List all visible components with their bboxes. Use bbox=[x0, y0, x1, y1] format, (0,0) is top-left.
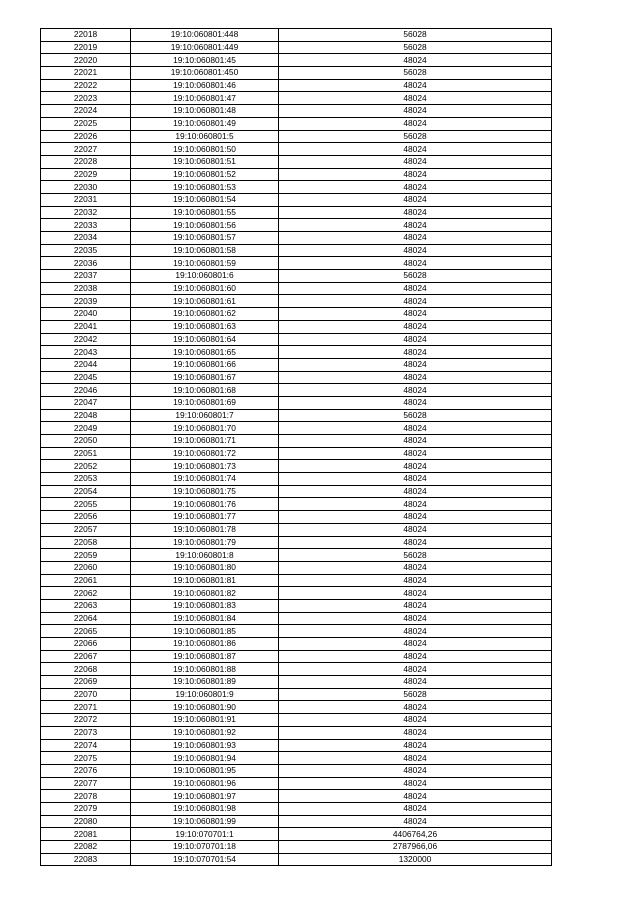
table-row bbox=[41, 561, 552, 574]
cadastral-number-cell: 19:10:070701:18 bbox=[131, 841, 279, 854]
row-number-cell: 22019 bbox=[41, 41, 131, 54]
cadastral-number-cell: 19:10:060801:65 bbox=[131, 346, 279, 359]
row-number-cell: 22073 bbox=[41, 726, 131, 739]
value-cell: 48024 bbox=[279, 155, 552, 168]
value-cell: 48024 bbox=[279, 435, 552, 448]
value-cell: 48024 bbox=[279, 485, 552, 498]
value-cell: 48024 bbox=[279, 663, 552, 676]
cadastral-number-cell: 19:10:070701:1 bbox=[131, 828, 279, 841]
value-cell: 48024 bbox=[279, 701, 552, 714]
table-row bbox=[41, 536, 552, 549]
row-number-cell: 22069 bbox=[41, 676, 131, 689]
cadastral-number-cell: 19:10:060801:66 bbox=[131, 358, 279, 371]
value-cell: 48024 bbox=[279, 333, 552, 346]
table-row bbox=[41, 726, 552, 739]
row-number-cell: 22082 bbox=[41, 841, 131, 854]
row-number-cell: 22056 bbox=[41, 511, 131, 524]
cadastral-number-cell: 19:10:060801:87 bbox=[131, 650, 279, 663]
value-cell: 56028 bbox=[279, 549, 552, 562]
table-row bbox=[41, 714, 552, 727]
cadastral-number-cell: 19:10:060801:97 bbox=[131, 790, 279, 803]
cadastral-number-cell: 19:10:060801:60 bbox=[131, 282, 279, 295]
value-cell: 48024 bbox=[279, 726, 552, 739]
document-page bbox=[40, 28, 551, 866]
table-row bbox=[41, 244, 552, 257]
cadastral-number-cell: 19:10:060801:46 bbox=[131, 79, 279, 92]
row-number-cell: 22032 bbox=[41, 206, 131, 219]
row-number-cell: 22080 bbox=[41, 815, 131, 828]
cadastral-number-cell: 19:10:060801:6 bbox=[131, 270, 279, 283]
table-row bbox=[41, 29, 552, 42]
row-number-cell: 22043 bbox=[41, 346, 131, 359]
cadastral-number-cell: 19:10:060801:91 bbox=[131, 714, 279, 727]
value-cell: 56028 bbox=[279, 67, 552, 80]
row-number-cell: 22059 bbox=[41, 549, 131, 562]
table-row bbox=[41, 435, 552, 448]
value-cell: 48024 bbox=[279, 181, 552, 194]
table-row bbox=[41, 511, 552, 524]
table-row bbox=[41, 498, 552, 511]
value-cell: 48024 bbox=[279, 574, 552, 587]
cadastral-number-cell: 19:10:060801:72 bbox=[131, 447, 279, 460]
table-row bbox=[41, 650, 552, 663]
table-row bbox=[41, 828, 552, 841]
cadastral-number-cell: 19:10:060801:89 bbox=[131, 676, 279, 689]
cadastral-number-cell: 19:10:060801:73 bbox=[131, 460, 279, 473]
row-number-cell: 22057 bbox=[41, 523, 131, 536]
row-number-cell: 22021 bbox=[41, 67, 131, 80]
cadastral-number-cell: 19:10:060801:68 bbox=[131, 384, 279, 397]
data-table bbox=[40, 28, 552, 866]
value-cell: 48024 bbox=[279, 587, 552, 600]
table-row bbox=[41, 676, 552, 689]
cadastral-number-cell: 19:10:060801:52 bbox=[131, 168, 279, 181]
row-number-cell: 22030 bbox=[41, 181, 131, 194]
value-cell: 48024 bbox=[279, 79, 552, 92]
cadastral-number-cell: 19:10:060801:55 bbox=[131, 206, 279, 219]
cadastral-number-cell: 19:10:060801:449 bbox=[131, 41, 279, 54]
table-row bbox=[41, 346, 552, 359]
row-number-cell: 22041 bbox=[41, 320, 131, 333]
value-cell: 48024 bbox=[279, 638, 552, 651]
table-row bbox=[41, 232, 552, 245]
row-number-cell: 22033 bbox=[41, 219, 131, 232]
value-cell: 48024 bbox=[279, 764, 552, 777]
table-row bbox=[41, 67, 552, 80]
cadastral-number-cell: 19:10:060801:49 bbox=[131, 117, 279, 130]
cadastral-number-cell: 19:10:060801:67 bbox=[131, 371, 279, 384]
table-row bbox=[41, 549, 552, 562]
cadastral-number-cell: 19:10:060801:86 bbox=[131, 638, 279, 651]
cadastral-number-cell: 19:10:060801:75 bbox=[131, 485, 279, 498]
cadastral-number-cell: 19:10:060801:92 bbox=[131, 726, 279, 739]
table-row bbox=[41, 841, 552, 854]
cadastral-number-cell: 19:10:060801:57 bbox=[131, 232, 279, 245]
row-number-cell: 22068 bbox=[41, 663, 131, 676]
table-row bbox=[41, 473, 552, 486]
table-row bbox=[41, 168, 552, 181]
value-cell: 48024 bbox=[279, 676, 552, 689]
table-row bbox=[41, 143, 552, 156]
table-row bbox=[41, 270, 552, 283]
value-cell: 1320000 bbox=[279, 853, 552, 866]
row-number-cell: 22044 bbox=[41, 358, 131, 371]
table-row bbox=[41, 853, 552, 866]
row-number-cell: 22047 bbox=[41, 396, 131, 409]
cadastral-number-cell: 19:10:060801:64 bbox=[131, 333, 279, 346]
row-number-cell: 22037 bbox=[41, 270, 131, 283]
value-cell: 48024 bbox=[279, 460, 552, 473]
value-cell: 56028 bbox=[279, 688, 552, 701]
value-cell: 48024 bbox=[279, 193, 552, 206]
row-number-cell: 22063 bbox=[41, 599, 131, 612]
value-cell: 48024 bbox=[279, 396, 552, 409]
value-cell: 48024 bbox=[279, 232, 552, 245]
cadastral-number-cell: 19:10:060801:53 bbox=[131, 181, 279, 194]
table-row bbox=[41, 54, 552, 67]
cadastral-number-cell: 19:10:060801:8 bbox=[131, 549, 279, 562]
cadastral-number-cell: 19:10:060801:58 bbox=[131, 244, 279, 257]
cadastral-number-cell: 19:10:060801:69 bbox=[131, 396, 279, 409]
cadastral-number-cell: 19:10:060801:95 bbox=[131, 764, 279, 777]
value-cell: 56028 bbox=[279, 409, 552, 422]
value-cell: 48024 bbox=[279, 143, 552, 156]
cadastral-number-cell: 19:10:060801:94 bbox=[131, 752, 279, 765]
cadastral-number-cell: 19:10:060801:45 bbox=[131, 54, 279, 67]
table-row bbox=[41, 308, 552, 321]
cadastral-number-cell: 19:10:060801:48 bbox=[131, 105, 279, 118]
cadastral-number-cell: 19:10:060801:62 bbox=[131, 308, 279, 321]
value-cell: 48024 bbox=[279, 257, 552, 270]
row-number-cell: 22062 bbox=[41, 587, 131, 600]
row-number-cell: 22045 bbox=[41, 371, 131, 384]
table-row bbox=[41, 371, 552, 384]
row-number-cell: 22055 bbox=[41, 498, 131, 511]
cadastral-number-cell: 19:10:060801:54 bbox=[131, 193, 279, 206]
value-cell: 48024 bbox=[279, 790, 552, 803]
cadastral-number-cell: 19:10:060801:51 bbox=[131, 155, 279, 168]
table-row bbox=[41, 130, 552, 143]
row-number-cell: 22049 bbox=[41, 422, 131, 435]
row-number-cell: 22064 bbox=[41, 612, 131, 625]
cadastral-number-cell: 19:10:060801:7 bbox=[131, 409, 279, 422]
cadastral-number-cell: 19:10:060801:98 bbox=[131, 802, 279, 815]
cadastral-number-cell: 19:10:060801:96 bbox=[131, 777, 279, 790]
cadastral-number-cell: 19:10:060801:81 bbox=[131, 574, 279, 587]
value-cell: 48024 bbox=[279, 384, 552, 397]
value-cell: 48024 bbox=[279, 511, 552, 524]
cadastral-number-cell: 19:10:060801:99 bbox=[131, 815, 279, 828]
value-cell: 48024 bbox=[279, 117, 552, 130]
table-row bbox=[41, 612, 552, 625]
table-row bbox=[41, 206, 552, 219]
value-cell: 48024 bbox=[279, 422, 552, 435]
table-body bbox=[41, 29, 552, 866]
value-cell: 48024 bbox=[279, 244, 552, 257]
table-row bbox=[41, 92, 552, 105]
row-number-cell: 22076 bbox=[41, 764, 131, 777]
cadastral-number-cell: 19:10:060801:90 bbox=[131, 701, 279, 714]
value-cell: 48024 bbox=[279, 168, 552, 181]
row-number-cell: 22053 bbox=[41, 473, 131, 486]
value-cell: 48024 bbox=[279, 650, 552, 663]
cadastral-number-cell: 19:10:060801:63 bbox=[131, 320, 279, 333]
row-number-cell: 22067 bbox=[41, 650, 131, 663]
table-row bbox=[41, 638, 552, 651]
row-number-cell: 22058 bbox=[41, 536, 131, 549]
value-cell: 56028 bbox=[279, 130, 552, 143]
cadastral-number-cell: 19:10:060801:71 bbox=[131, 435, 279, 448]
value-cell: 4406764,26 bbox=[279, 828, 552, 841]
cadastral-number-cell: 19:10:060801:83 bbox=[131, 599, 279, 612]
table-row bbox=[41, 117, 552, 130]
value-cell: 48024 bbox=[279, 498, 552, 511]
table-row bbox=[41, 422, 552, 435]
cadastral-number-cell: 19:10:060801:77 bbox=[131, 511, 279, 524]
value-cell: 48024 bbox=[279, 625, 552, 638]
row-number-cell: 22035 bbox=[41, 244, 131, 257]
row-number-cell: 22054 bbox=[41, 485, 131, 498]
row-number-cell: 22038 bbox=[41, 282, 131, 295]
table-row bbox=[41, 777, 552, 790]
row-number-cell: 22072 bbox=[41, 714, 131, 727]
table-row bbox=[41, 688, 552, 701]
value-cell: 48024 bbox=[279, 282, 552, 295]
row-number-cell: 22028 bbox=[41, 155, 131, 168]
table-row bbox=[41, 320, 552, 333]
table-row bbox=[41, 155, 552, 168]
cadastral-number-cell: 19:10:070701:54 bbox=[131, 853, 279, 866]
value-cell: 48024 bbox=[279, 714, 552, 727]
table-row bbox=[41, 384, 552, 397]
table-row bbox=[41, 790, 552, 803]
row-number-cell: 22070 bbox=[41, 688, 131, 701]
cadastral-number-cell: 19:10:060801:88 bbox=[131, 663, 279, 676]
row-number-cell: 22079 bbox=[41, 802, 131, 815]
value-cell: 48024 bbox=[279, 561, 552, 574]
cadastral-number-cell: 19:10:060801:78 bbox=[131, 523, 279, 536]
value-cell: 48024 bbox=[279, 802, 552, 815]
row-number-cell: 22060 bbox=[41, 561, 131, 574]
value-cell: 56028 bbox=[279, 270, 552, 283]
row-number-cell: 22066 bbox=[41, 638, 131, 651]
table-row bbox=[41, 257, 552, 270]
table-row bbox=[41, 485, 552, 498]
row-number-cell: 22050 bbox=[41, 435, 131, 448]
cadastral-number-cell: 19:10:060801:5 bbox=[131, 130, 279, 143]
value-cell: 48024 bbox=[279, 358, 552, 371]
cadastral-number-cell: 19:10:060801:450 bbox=[131, 67, 279, 80]
table-row bbox=[41, 739, 552, 752]
table-row bbox=[41, 625, 552, 638]
value-cell: 48024 bbox=[279, 739, 552, 752]
table-row bbox=[41, 295, 552, 308]
table-row bbox=[41, 333, 552, 346]
value-cell: 48024 bbox=[279, 105, 552, 118]
row-number-cell: 22020 bbox=[41, 54, 131, 67]
table-row bbox=[41, 41, 552, 54]
cadastral-number-cell: 19:10:060801:9 bbox=[131, 688, 279, 701]
cadastral-number-cell: 19:10:060801:74 bbox=[131, 473, 279, 486]
table-row bbox=[41, 358, 552, 371]
value-cell: 48024 bbox=[279, 92, 552, 105]
value-cell: 48024 bbox=[279, 815, 552, 828]
table-row bbox=[41, 815, 552, 828]
row-number-cell: 22025 bbox=[41, 117, 131, 130]
row-number-cell: 22081 bbox=[41, 828, 131, 841]
table-row bbox=[41, 219, 552, 232]
table-row bbox=[41, 802, 552, 815]
table-row bbox=[41, 447, 552, 460]
value-cell: 56028 bbox=[279, 41, 552, 54]
value-cell: 48024 bbox=[279, 473, 552, 486]
row-number-cell: 22078 bbox=[41, 790, 131, 803]
table-row bbox=[41, 396, 552, 409]
table-row bbox=[41, 574, 552, 587]
table-row bbox=[41, 752, 552, 765]
cadastral-number-cell: 19:10:060801:82 bbox=[131, 587, 279, 600]
cadastral-number-cell: 19:10:060801:56 bbox=[131, 219, 279, 232]
value-cell: 48024 bbox=[279, 777, 552, 790]
value-cell: 48024 bbox=[279, 308, 552, 321]
value-cell: 48024 bbox=[279, 447, 552, 460]
row-number-cell: 22026 bbox=[41, 130, 131, 143]
table-row bbox=[41, 282, 552, 295]
table-row bbox=[41, 460, 552, 473]
cadastral-number-cell: 19:10:060801:93 bbox=[131, 739, 279, 752]
row-number-cell: 22042 bbox=[41, 333, 131, 346]
table-row bbox=[41, 587, 552, 600]
row-number-cell: 22018 bbox=[41, 29, 131, 42]
row-number-cell: 22046 bbox=[41, 384, 131, 397]
cadastral-number-cell: 19:10:060801:448 bbox=[131, 29, 279, 42]
value-cell: 48024 bbox=[279, 206, 552, 219]
cadastral-number-cell: 19:10:060801:79 bbox=[131, 536, 279, 549]
cadastral-number-cell: 19:10:060801:50 bbox=[131, 143, 279, 156]
cadastral-number-cell: 19:10:060801:70 bbox=[131, 422, 279, 435]
table-row bbox=[41, 193, 552, 206]
row-number-cell: 22065 bbox=[41, 625, 131, 638]
table-row bbox=[41, 181, 552, 194]
value-cell: 48024 bbox=[279, 371, 552, 384]
value-cell: 48024 bbox=[279, 612, 552, 625]
table-row bbox=[41, 663, 552, 676]
row-number-cell: 22048 bbox=[41, 409, 131, 422]
value-cell: 48024 bbox=[279, 346, 552, 359]
table-row bbox=[41, 599, 552, 612]
row-number-cell: 22023 bbox=[41, 92, 131, 105]
table-row bbox=[41, 79, 552, 92]
cadastral-number-cell: 19:10:060801:61 bbox=[131, 295, 279, 308]
value-cell: 48024 bbox=[279, 295, 552, 308]
value-cell: 48024 bbox=[279, 523, 552, 536]
row-number-cell: 22029 bbox=[41, 168, 131, 181]
cadastral-number-cell: 19:10:060801:84 bbox=[131, 612, 279, 625]
value-cell: 48024 bbox=[279, 599, 552, 612]
value-cell: 48024 bbox=[279, 320, 552, 333]
table-row bbox=[41, 105, 552, 118]
cadastral-number-cell: 19:10:060801:76 bbox=[131, 498, 279, 511]
value-cell: 48024 bbox=[279, 219, 552, 232]
table-row bbox=[41, 409, 552, 422]
table-row bbox=[41, 523, 552, 536]
row-number-cell: 22052 bbox=[41, 460, 131, 473]
cadastral-number-cell: 19:10:060801:85 bbox=[131, 625, 279, 638]
row-number-cell: 22027 bbox=[41, 143, 131, 156]
value-cell: 2787966,06 bbox=[279, 841, 552, 854]
cadastral-number-cell: 19:10:060801:80 bbox=[131, 561, 279, 574]
row-number-cell: 22075 bbox=[41, 752, 131, 765]
cadastral-number-cell: 19:10:060801:47 bbox=[131, 92, 279, 105]
row-number-cell: 22077 bbox=[41, 777, 131, 790]
cadastral-number-cell: 19:10:060801:59 bbox=[131, 257, 279, 270]
row-number-cell: 22039 bbox=[41, 295, 131, 308]
row-number-cell: 22034 bbox=[41, 232, 131, 245]
row-number-cell: 22051 bbox=[41, 447, 131, 460]
row-number-cell: 22024 bbox=[41, 105, 131, 118]
row-number-cell: 22071 bbox=[41, 701, 131, 714]
value-cell: 48024 bbox=[279, 536, 552, 549]
table-row bbox=[41, 701, 552, 714]
row-number-cell: 22031 bbox=[41, 193, 131, 206]
row-number-cell: 22036 bbox=[41, 257, 131, 270]
row-number-cell: 22061 bbox=[41, 574, 131, 587]
value-cell: 48024 bbox=[279, 54, 552, 67]
row-number-cell: 22074 bbox=[41, 739, 131, 752]
value-cell: 56028 bbox=[279, 29, 552, 42]
row-number-cell: 22022 bbox=[41, 79, 131, 92]
value-cell: 48024 bbox=[279, 752, 552, 765]
table-row bbox=[41, 764, 552, 777]
row-number-cell: 22040 bbox=[41, 308, 131, 321]
row-number-cell: 22083 bbox=[41, 853, 131, 866]
